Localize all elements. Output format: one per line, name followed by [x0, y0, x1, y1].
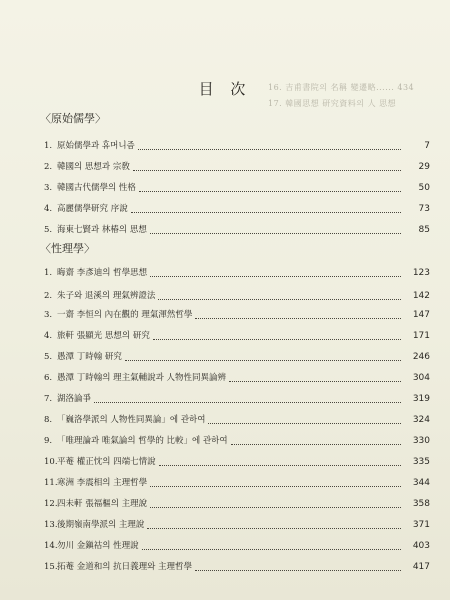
entry-number: 8. — [44, 415, 53, 425]
toc-entry[interactable] — [44, 136, 430, 152]
entry-page: 304 — [412, 373, 430, 383]
entry-page: 417 — [412, 562, 430, 572]
entry-title: 一齋 李恒의 內在觀的 理氣渾然哲學 — [57, 310, 193, 320]
entry-number: 11. — [44, 478, 58, 488]
entry-title: 韓國古代儒學의 性格 — [57, 183, 136, 193]
entry-title: 湖洛論爭 — [57, 394, 92, 404]
bleed-line: 16. 吉甫書院의 名稱 變遷略...... 434 — [268, 83, 415, 92]
entry-page: 335 — [412, 457, 430, 467]
section-heading-original-confucianism: 〈原始儒學〉 — [40, 112, 106, 125]
entry-title: 晦齋 李彥迪의 哲學思想 — [57, 268, 148, 278]
toc-entry[interactable] — [44, 410, 430, 426]
entry-page: 123 — [412, 268, 430, 278]
entry-title: 旅軒 張顯光 思想의 研究 — [57, 331, 150, 341]
toc-entry[interactable] — [44, 178, 430, 194]
dot-leader — [150, 276, 401, 277]
toc-entry[interactable] — [44, 157, 430, 173]
toc-entry[interactable] — [44, 199, 430, 215]
entry-number: 2. — [44, 291, 53, 301]
section-heading-neo-confucianism: 〈性理學〉 — [40, 242, 95, 255]
entry-number: 4. — [44, 331, 53, 341]
dot-leader — [195, 570, 401, 571]
toc-entry[interactable] — [44, 536, 430, 552]
entry-title: 「唯理論과 唯氣論의 哲學的 比較」에 관하여 — [57, 436, 228, 446]
toc-entry[interactable] — [44, 494, 430, 510]
entry-page: 358 — [412, 499, 430, 509]
entry-number: 3. — [44, 310, 53, 320]
entry-page: 324 — [412, 415, 430, 425]
entry-number: 12. — [44, 499, 58, 509]
toc-entry[interactable] — [44, 347, 430, 363]
dot-leader — [139, 191, 401, 192]
entry-number: 5. — [44, 225, 53, 235]
dot-leader — [138, 149, 401, 150]
entry-page: 29 — [418, 162, 430, 172]
toc-entry[interactable] — [44, 431, 430, 447]
entry-title: 拓菴 金道和의 抗日義理와 主理哲學 — [57, 562, 193, 572]
toc-entry[interactable] — [44, 368, 430, 384]
entry-title: 韓國의 思想과 宗敎 — [57, 162, 130, 172]
dot-leader — [159, 465, 401, 466]
toc-entry[interactable] — [44, 557, 430, 573]
entry-number: 1. — [44, 268, 53, 278]
entry-page: 171 — [412, 331, 430, 341]
entry-page: 73 — [418, 204, 430, 214]
entry-page: 319 — [412, 394, 430, 404]
dot-leader — [142, 549, 401, 550]
dot-leader — [125, 360, 401, 361]
entry-title: 愚潭 丁時翰의 理主氣輔說과 人物性同異論辨 — [57, 373, 227, 383]
entry-title: 朱子와 退溪의 理氣辨證法 — [57, 291, 156, 301]
dot-leader — [150, 233, 401, 234]
entry-number: 14. — [44, 541, 58, 551]
entry-title: 高麗儒學研究 序說 — [57, 204, 128, 214]
entry-title: 原始儒學과 휴머니즘 — [57, 141, 135, 151]
entry-number: 15. — [44, 562, 58, 572]
entry-number: 1. — [44, 141, 53, 151]
entry-title: 愚潭 丁時翰 研究 — [57, 352, 122, 362]
dot-leader — [131, 212, 401, 213]
entry-number: 10. — [44, 457, 58, 467]
bleed-line: 17. 韓國思想 研究資料의 人 思想 — [268, 99, 397, 108]
dot-leader — [94, 402, 401, 403]
entry-page: 147 — [412, 310, 430, 320]
entry-number: 5. — [44, 352, 53, 362]
dot-leader — [147, 528, 401, 529]
dot-leader — [231, 444, 401, 445]
entry-page: 85 — [418, 225, 430, 235]
dot-leader — [150, 486, 401, 487]
toc-entry[interactable] — [44, 473, 430, 489]
dot-leader — [153, 339, 401, 340]
toc-entry[interactable] — [44, 305, 430, 321]
toc-entry[interactable] — [44, 220, 430, 236]
entry-title: 後期嶺南學派의 主理說 — [57, 520, 145, 530]
entry-title: 平菴 權正忱의 四端七情說 — [57, 457, 156, 467]
toc-entry[interactable] — [44, 286, 430, 302]
page-title: 目 次 — [198, 80, 252, 98]
entry-page: 344 — [412, 478, 430, 488]
dot-leader — [158, 299, 401, 300]
dot-leader — [229, 381, 401, 382]
toc-entry[interactable] — [44, 389, 430, 405]
entry-page: 50 — [418, 183, 430, 193]
entry-title: 勿川 金鎭祜의 性理說 — [57, 541, 139, 551]
entry-number: 6. — [44, 373, 53, 383]
dot-leader — [150, 507, 401, 508]
entry-title: 海東七賢과 林椿의 思想 — [57, 225, 147, 235]
entry-page: 403 — [412, 541, 430, 551]
toc-entry[interactable] — [44, 515, 430, 531]
dot-leader — [133, 170, 401, 171]
entry-page: 330 — [412, 436, 430, 446]
entry-page: 7 — [424, 141, 430, 151]
entry-number: 13. — [44, 520, 58, 530]
entry-number: 9. — [44, 436, 53, 446]
toc-entry[interactable] — [44, 452, 430, 468]
entry-title: 「巍洛學派의 人物性同異論」에 관하여 — [57, 415, 206, 425]
entry-number: 2. — [44, 162, 53, 172]
entry-number: 3. — [44, 183, 53, 193]
entry-number: 7. — [44, 394, 53, 404]
toc-entry[interactable] — [44, 326, 430, 342]
entry-title: 寒洲 李震相의 主理哲學 — [57, 478, 148, 488]
entry-title: 四未軒 張福樞의 主理說 — [57, 499, 148, 509]
dot-leader — [195, 318, 401, 319]
entry-page: 371 — [412, 520, 430, 530]
entry-number: 4. — [44, 204, 53, 214]
dot-leader — [208, 423, 401, 424]
entry-page: 246 — [412, 352, 430, 362]
toc-entry[interactable] — [44, 263, 430, 279]
entry-page: 142 — [412, 291, 430, 301]
